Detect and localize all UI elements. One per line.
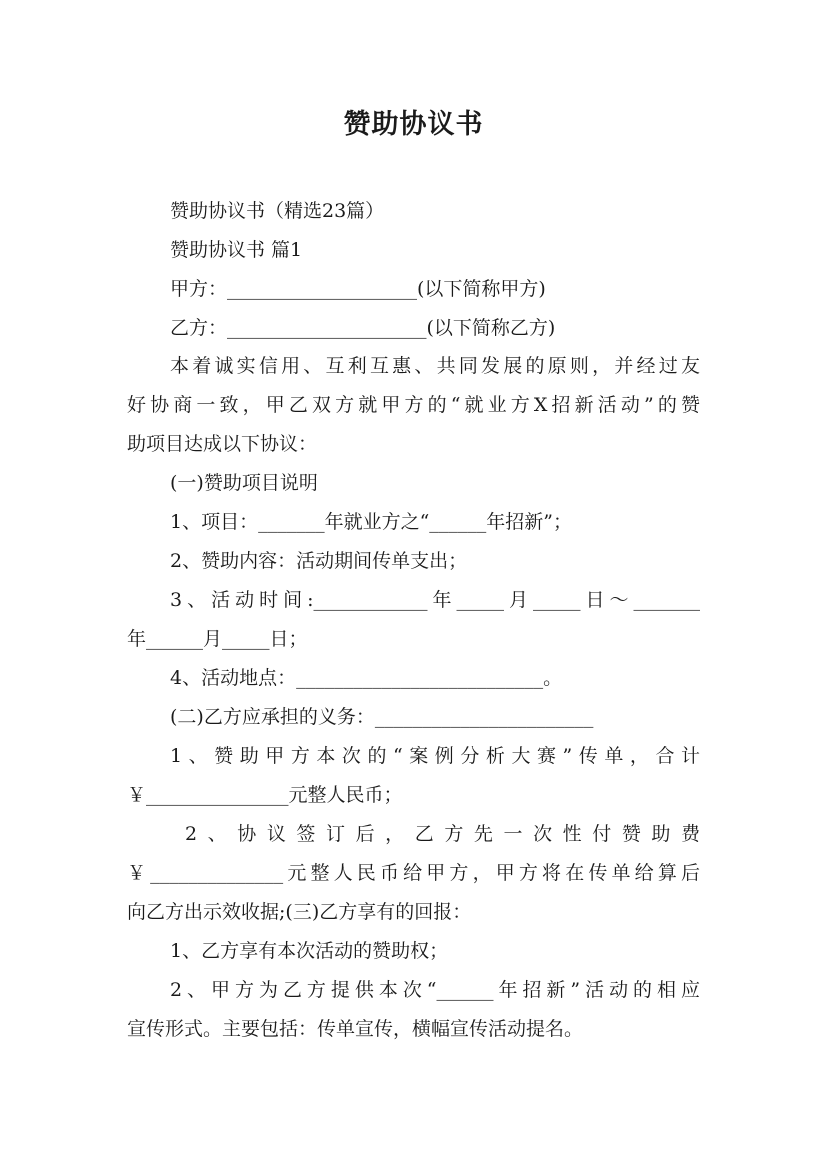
clause-item: 2、协议签订后，乙方先一次性付赞助费 (185, 823, 700, 845)
clause-item: 2、赞助内容：活动期间传单支出； (170, 550, 468, 572)
clause-heading: (二)乙方应承担的义务：_______________________ (170, 706, 594, 728)
clause-heading: (一)赞助项目说明 (170, 472, 318, 494)
clause-item: 1、赞助甲方本次的“案例分析大赛”传单，合计 (170, 745, 700, 767)
paragraph-line: 本着诚实信用、互利互惠、共同发展的原则，并经过友 (170, 355, 700, 377)
section-heading: 赞助协议书 篇1 (170, 239, 303, 261)
subtitle-line: 赞助协议书（精选23篇） (170, 200, 385, 222)
clause-item: 年______月_____日； (127, 628, 308, 650)
clause-item: 宣传形式。主要包括：传单宣传，横幅宣传活动提名。 (127, 1018, 584, 1040)
clause-item: 向乙方出示效收据;(三)乙方享有的回报： (127, 901, 472, 923)
clause-item: 1、项目：_______年就业方之“______年招新”； (170, 511, 573, 533)
paragraph-line: 好协商一致，甲乙双方就甲方的“就业方X招新活动”的赞 (127, 394, 700, 416)
paragraph-line: 助项目达成以下协议： (127, 433, 318, 455)
clause-item: 4、活动地点：__________________________。 (170, 667, 563, 689)
clause-item: 2、甲方为乙方提供本次“______年招新”活动的相应 (170, 979, 700, 1001)
clause-item: 1、乙方享有本次活动的赞助权； (170, 940, 449, 962)
party-b-line: 乙方：_____________________(以下简称乙方) (170, 317, 556, 339)
clause-item: ￥______________元整人民币给甲方，甲方将在传单给算后 (127, 862, 700, 884)
clause-item: ￥_______________元整人民币； (127, 784, 403, 806)
clause-item: 3、活动时间:____________年_____月_____日～_______ (170, 589, 700, 611)
party-a-line: 甲方：____________________(以下简称甲方) (170, 278, 546, 300)
document-title: 赞助协议书 (343, 109, 484, 140)
